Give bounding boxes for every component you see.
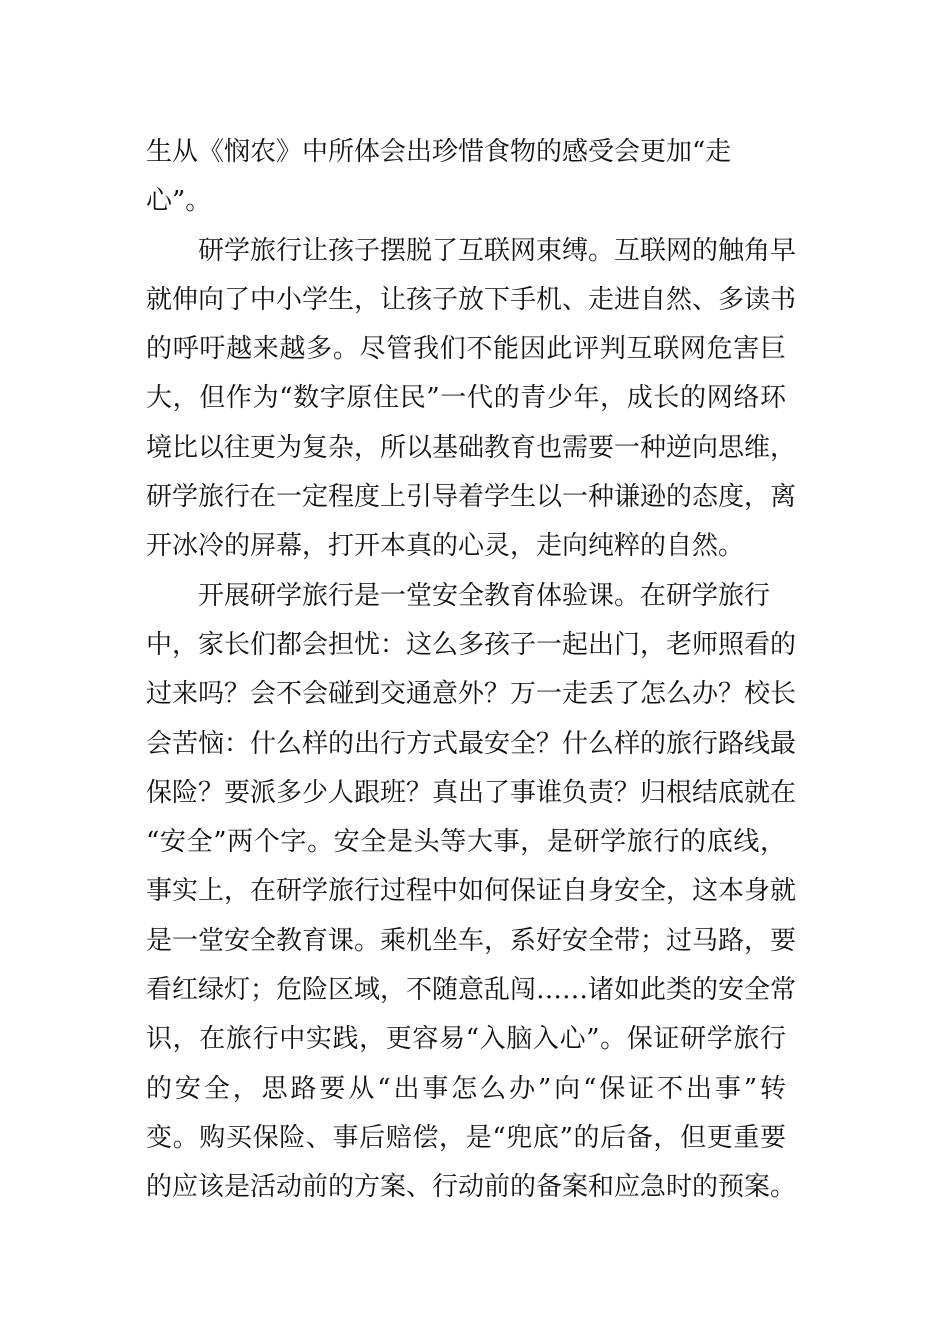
text-line: 的呼吁越来越多。尽管我们不能因此评判互联网危害巨 [146, 334, 786, 365]
text-line: 生从《悯农》中所体会出珍惜食物的感受会更加“走 [146, 137, 732, 167]
text-line: 境比以往更为复杂，所以基础教育也需要一种逆向思维， [146, 432, 797, 463]
text-line: 事实上，在研学旅行过程中如何保证自身安全，这本身就 [146, 876, 797, 907]
text-line: “安全”两个字。安全是头等大事，是研学旅行的底线， [146, 827, 786, 858]
body-text [146, 128, 797, 1213]
text-line: 的应该是活动前的方案、行动前的备案和应急时的预案。 [146, 1172, 797, 1203]
text-line: 会苦恼：什么样的出行方式最安全？什么样的旅行路线最 [146, 728, 797, 759]
text-line: 变。购买保险、事后赔偿，是“兜底”的后备，但更重要 [146, 1122, 786, 1153]
text-line: 大，但作为“数字原住民”一代的青少年，成长的网络环 [146, 383, 786, 414]
text-line: 识，在旅行中实践，更容易“入脑入心”。保证研学旅行 [146, 1024, 786, 1055]
text-line: 研学旅行在一定程度上引导着学生以一种谦逊的态度，离 [146, 482, 797, 513]
text-line: 保险？要派多少人跟班？真出了事谁负责？归根结底就在 [146, 777, 797, 808]
text-line: 开冰冷的屏幕，打开本真的心灵，走向纯粹的自然。 [146, 531, 745, 562]
text-line: 心”。 [146, 186, 212, 217]
text-line: 看红绿灯；危险区域，不随意乱闯……诸如此类的安全常 [146, 975, 797, 1006]
text-line: 是一堂安全教育课。乘机坐车，系好安全带；过马路，要 [146, 925, 797, 956]
text-line: 中，家长们都会担忧：这么多孩子一起出门，老师照看的 [146, 629, 797, 660]
text-line: 的安全，思路要从“出事怎么办”向“保证不出事”转 [146, 1073, 786, 1104]
text-line: 过来吗？会不会碰到交通意外？万一走丢了怎么办？校长 [146, 679, 797, 710]
text-line: 就伸向了中小学生，让孩子放下手机、走进自然、多读书 [146, 284, 797, 315]
text-line: 开展研学旅行是一堂安全教育体验课。在研学旅行 [198, 580, 771, 611]
text-line: 研学旅行让孩子摆脱了互联网束缚。互联网的触角早 [198, 235, 797, 266]
